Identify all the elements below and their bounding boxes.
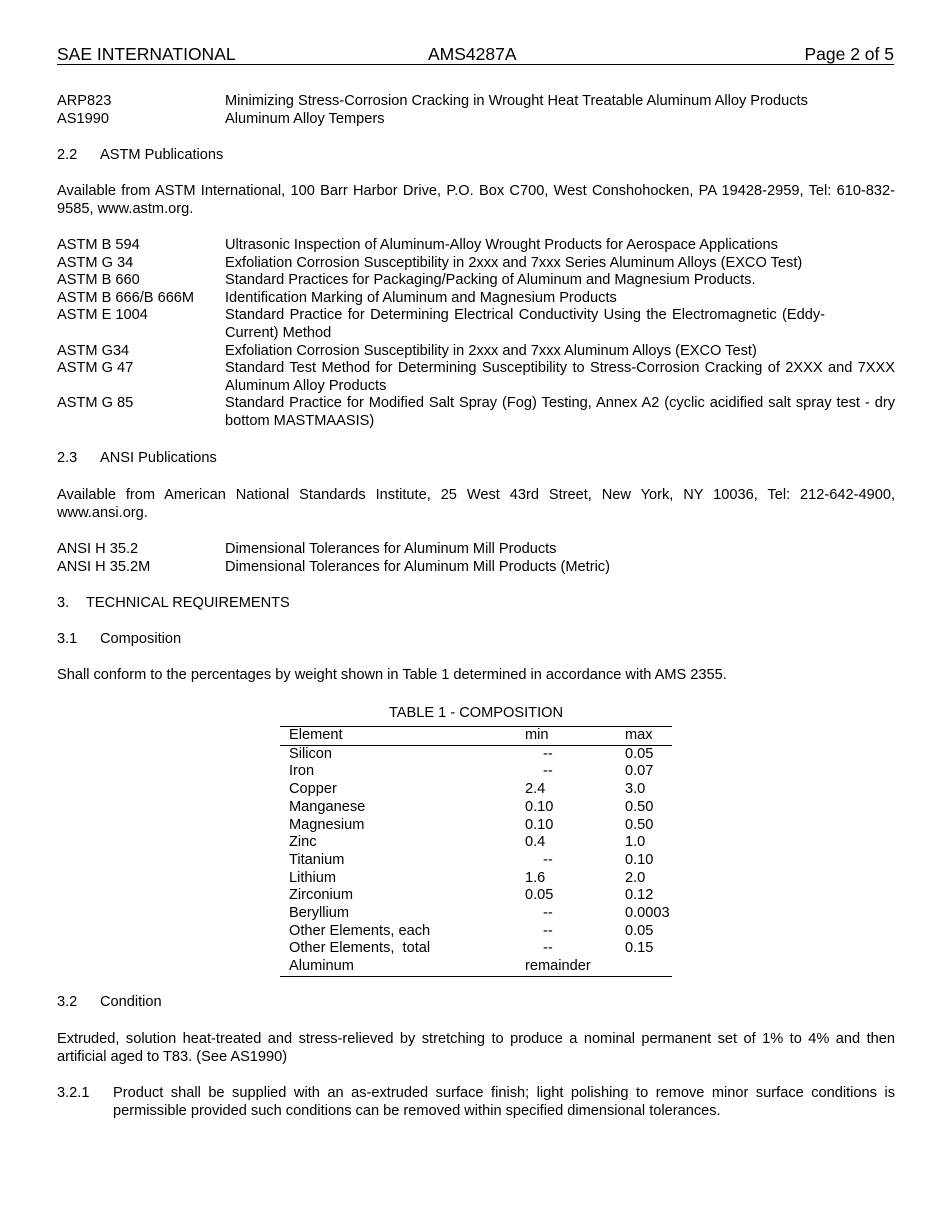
reference-row: [57, 237, 895, 255]
cell-max: 0.50: [625, 816, 654, 833]
cell-min: 0.10: [525, 798, 554, 815]
cell-element: Zinc: [289, 834, 317, 851]
cell-max: 0.10: [625, 851, 654, 868]
table-row: [280, 763, 672, 781]
reference-title: Standard Practice for Modified Salt Spray (Fog) Testing, Annex A2 (cyclic acidified salt spray test - dry bottom MASTMAASIS): [225, 395, 895, 429]
reference-title: Exfoliation Corrosion Susceptibility in 2xxx and 7xxx Aluminum Alloys (EXCO Test): [225, 342, 757, 359]
table-row: [280, 745, 672, 763]
cell-min: --: [543, 763, 553, 780]
table-row: [280, 799, 672, 817]
reference-row: [57, 111, 895, 129]
section-number: 2.2: [57, 147, 78, 163]
cell-element: Iron: [289, 763, 315, 780]
cell-element: Titanium: [289, 851, 345, 868]
reference-code: AS1990: [57, 110, 109, 127]
section-title: Condition: [100, 994, 162, 1010]
table-row: [280, 781, 672, 799]
section-number: 2.3: [57, 450, 78, 466]
cell-min: 0.10: [525, 816, 554, 833]
cell-element: Other Elements, each: [289, 922, 431, 939]
cell-max: 0.05: [625, 922, 654, 939]
reference-row: [57, 290, 895, 308]
reference-code: ASTM E 1004: [57, 307, 148, 324]
reference-row: [57, 343, 895, 361]
section-heading-3: [57, 595, 290, 613]
column-header-min: min: [525, 727, 625, 746]
section-title: ASTM Publications: [100, 147, 224, 163]
reference-code: ASTM B 594: [57, 237, 140, 253]
reference-code: ASTM G34: [57, 342, 130, 359]
cell-max: 0.0003: [625, 905, 670, 922]
table-row: [280, 852, 672, 870]
cell-max: 0.05: [625, 745, 654, 762]
cell-element: Silicon: [289, 745, 332, 762]
cell-min: 1.6: [525, 869, 546, 886]
cell-max: 0.15: [625, 940, 654, 957]
composition-paragraph: Shall conform to the percentages by weight shown in Table 1 determined in accordance with AMS 2355.: [57, 667, 727, 683]
table-row: [280, 958, 672, 976]
table-row: [280, 817, 672, 835]
ansi-intro-paragraph: Available from American National Standards Institute, 25 West 43rd Street, New York, NY 10036, Tel: 212-642-4900, www.ansi.org.: [57, 487, 895, 521]
reference-title: Aluminum Alloy Tempers: [225, 110, 385, 127]
reference-title: Minimizing Stress-Corrosion Cracking in Wrought Heat Treatable Aluminum Alloy Products: [225, 93, 808, 109]
reference-row: [57, 360, 895, 395]
cell-max: 0.50: [625, 798, 654, 815]
section-title: TECHNICAL REQUIREMENTS: [86, 595, 290, 611]
section-heading-3-2: [57, 994, 162, 1012]
table-row: [280, 834, 672, 852]
cell-min: --: [543, 851, 553, 868]
reference-title: Standard Practice for Determining Electrical Conductivity Using the Electromagnetic (Eddy-Current) Method: [225, 307, 825, 341]
page-header: [57, 44, 894, 65]
cell-min: --: [543, 905, 553, 922]
reference-row: [57, 307, 895, 342]
section-title: ANSI Publications: [100, 450, 217, 466]
reference-row: [57, 272, 895, 290]
table-header-row: [280, 727, 672, 746]
cell-element: Copper: [289, 781, 337, 798]
cell-element: Other Elements, total: [289, 940, 431, 957]
cell-min: --: [543, 940, 553, 957]
cell-min: --: [543, 922, 553, 939]
cell-max: 0.12: [625, 887, 654, 904]
cell-element: Manganese: [289, 798, 366, 815]
cell-max: 0.07: [625, 763, 654, 780]
astm-intro-paragraph: Available from ASTM International, 100 Barr Harbor Drive, P.O. Box C700, West Conshohocken, PA 19428-2959, Tel: 610-832-9585, www.astm.org.: [57, 183, 895, 217]
cell-element: Aluminum: [289, 958, 354, 975]
cell-min: remainder: [525, 958, 591, 975]
header-page-number: Page 2 of 5: [804, 44, 894, 64]
cell-min: 0.05: [525, 887, 554, 904]
ansi-reference-list: [57, 541, 895, 576]
reference-row: [57, 395, 895, 430]
section-heading-3-1: [57, 631, 181, 649]
column-header-max: max: [625, 727, 672, 746]
subsection-text: Product shall be supplied with an as-extruded surface finish; light polishing to remove minor surface conditions is permissible provided such conditions can be removed within specified dimensional tolerances.: [113, 1085, 895, 1119]
reference-row: [57, 559, 895, 577]
reference-title: Standard Test Method for Determining Susceptibility to Stress-Corrosion Cracking of 2XXX and 7XXX Aluminum Alloy Products: [225, 360, 895, 394]
composition-table: [280, 726, 672, 977]
table-row: [280, 923, 672, 941]
reference-row: [57, 541, 895, 559]
section-heading-2-3: [57, 450, 217, 468]
section-number: 3.2: [57, 994, 78, 1010]
section-title: Composition: [100, 631, 182, 647]
section-number: 3.1: [57, 631, 78, 647]
reference-title: Identification Marking of Aluminum and Magnesium Products: [225, 289, 617, 306]
section-heading-2-2: [57, 147, 223, 165]
reference-code: ASTM B 666/B 666M: [57, 289, 195, 306]
reference-title: Ultrasonic Inspection of Aluminum-Alloy Wrought Products for Aerospace Applications: [225, 237, 778, 253]
reference-code: ANSI H 35.2: [57, 541, 139, 557]
table-row: [280, 940, 672, 958]
table-row: [280, 887, 672, 905]
reference-code: ARP823: [57, 93, 112, 109]
cell-element: Magnesium: [289, 816, 365, 833]
cell-element: Lithium: [289, 869, 337, 886]
cell-max: [625, 958, 672, 976]
cell-max: 1.0: [625, 834, 646, 851]
reference-title: Dimensional Tolerances for Aluminum Mill Products (Metric): [225, 558, 610, 575]
reference-row: [57, 255, 895, 273]
section-number: 3.2.1: [57, 1085, 90, 1101]
reference-row: [57, 93, 895, 111]
reference-code: ASTM G 85: [57, 395, 134, 412]
cell-element: Zirconium: [289, 887, 354, 904]
reference-code: ASTM B 660: [57, 272, 140, 289]
table-row: [280, 870, 672, 888]
cell-min: --: [543, 745, 553, 762]
reference-title: Exfoliation Corrosion Susceptibility in 2xxx and 7xxx Series Aluminum Alloys (EXCO Test): [225, 254, 803, 271]
reference-code: ASTM G 47: [57, 360, 134, 377]
astm-reference-list: [57, 237, 895, 431]
header-doc-number: AMS4287A: [428, 44, 517, 64]
reference-title: Dimensional Tolerances for Aluminum Mill Products: [225, 541, 557, 557]
cell-max: 2.0: [625, 869, 646, 886]
cell-min: 0.4: [525, 834, 546, 851]
column-header-element: Element: [280, 727, 525, 746]
cell-min: 2.4: [525, 781, 546, 798]
reference-title: Standard Practices for Packaging/Packing of Aluminum and Magnesium Products.: [225, 272, 756, 289]
header-org: SAE INTERNATIONAL: [57, 44, 236, 64]
table-row: [280, 905, 672, 923]
section-number: 3.: [57, 595, 70, 611]
cell-element: Beryllium: [289, 905, 350, 922]
reference-code: ANSI H 35.2M: [57, 558, 151, 575]
cell-max: 3.0: [625, 781, 646, 798]
condition-paragraph: Extruded, solution heat-treated and stress-relieved by stretching to produce a nominal permanent set of 1% to 4% and then artificial aged to T83. (See AS1990): [57, 1031, 895, 1065]
table-caption: TABLE 1 - COMPOSITION: [388, 705, 564, 721]
sae-reference-list: [57, 93, 895, 128]
reference-code: ASTM G 34: [57, 254, 134, 271]
